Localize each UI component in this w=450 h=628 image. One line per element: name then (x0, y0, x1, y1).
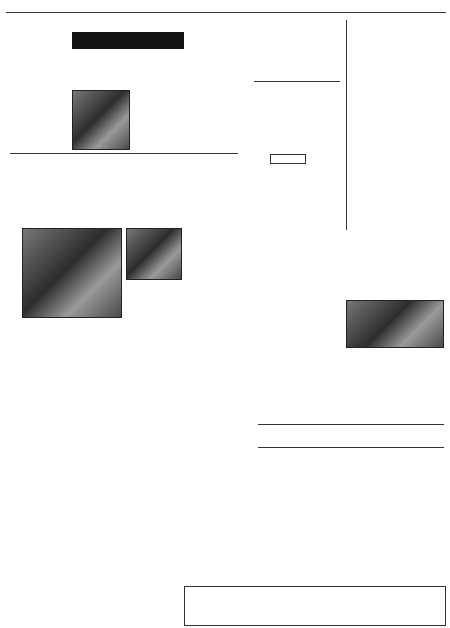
magnet-contact (192, 614, 432, 619)
story-photo-workers (22, 228, 122, 318)
right-mid-text-2 (306, 302, 344, 414)
center-text-2 (184, 158, 236, 262)
factory-text-top (240, 22, 344, 64)
vertical-red-headline (308, 168, 344, 300)
retirement-headline (258, 424, 444, 448)
tasks-label (132, 508, 178, 520)
magnet-headline (192, 588, 392, 602)
story-photo-right (346, 300, 444, 348)
masthead-date (8, 4, 158, 10)
army-headline (10, 528, 122, 540)
fireworks-headline (10, 486, 122, 496)
fee-waiver-text-bottom (350, 110, 444, 230)
story-photo-center (126, 228, 182, 280)
qianxian-headline (184, 300, 302, 324)
upper-left-text-2 (72, 52, 184, 88)
fee-waiver-headline (350, 92, 444, 106)
direct-line-label (272, 155, 304, 163)
workers-text (8, 322, 122, 480)
tiexian-text (202, 404, 258, 490)
army-text (8, 542, 122, 602)
fireworks-text (8, 498, 122, 524)
qianxian-text (184, 326, 302, 400)
no-sleep-headline (72, 32, 184, 49)
lower-center-text-2 (126, 524, 182, 582)
hot-topic-banner (72, 22, 122, 29)
upper-mid-text (186, 22, 236, 150)
retirement-text (258, 452, 444, 496)
lower-center-text (126, 404, 182, 492)
upper-left-text-3 (133, 90, 181, 150)
magnet-brand (192, 608, 342, 613)
fee-waiver-text-top (350, 22, 444, 84)
vertical-rule-1 (346, 20, 347, 230)
footer-note (192, 620, 432, 625)
left-vertical-caption (8, 228, 22, 264)
stamp-text (184, 526, 444, 586)
wires-headline (10, 606, 122, 619)
magnet-subtitle (192, 602, 312, 607)
tiexian-headline (184, 404, 200, 494)
stamp-headline (260, 502, 400, 522)
right-mid-text (346, 232, 444, 298)
factory-headline (254, 68, 340, 82)
center-text-1 (126, 282, 182, 400)
industry-headline (202, 218, 262, 232)
industry-text (238, 236, 306, 296)
masthead-rule (6, 12, 446, 13)
upper-left-text (12, 22, 70, 150)
masthead-paper-name (368, 0, 446, 12)
factory-text-bottom (240, 86, 344, 148)
left-mid-text (8, 266, 20, 326)
section-rule-top (10, 153, 238, 154)
story-photo-office (72, 90, 130, 150)
